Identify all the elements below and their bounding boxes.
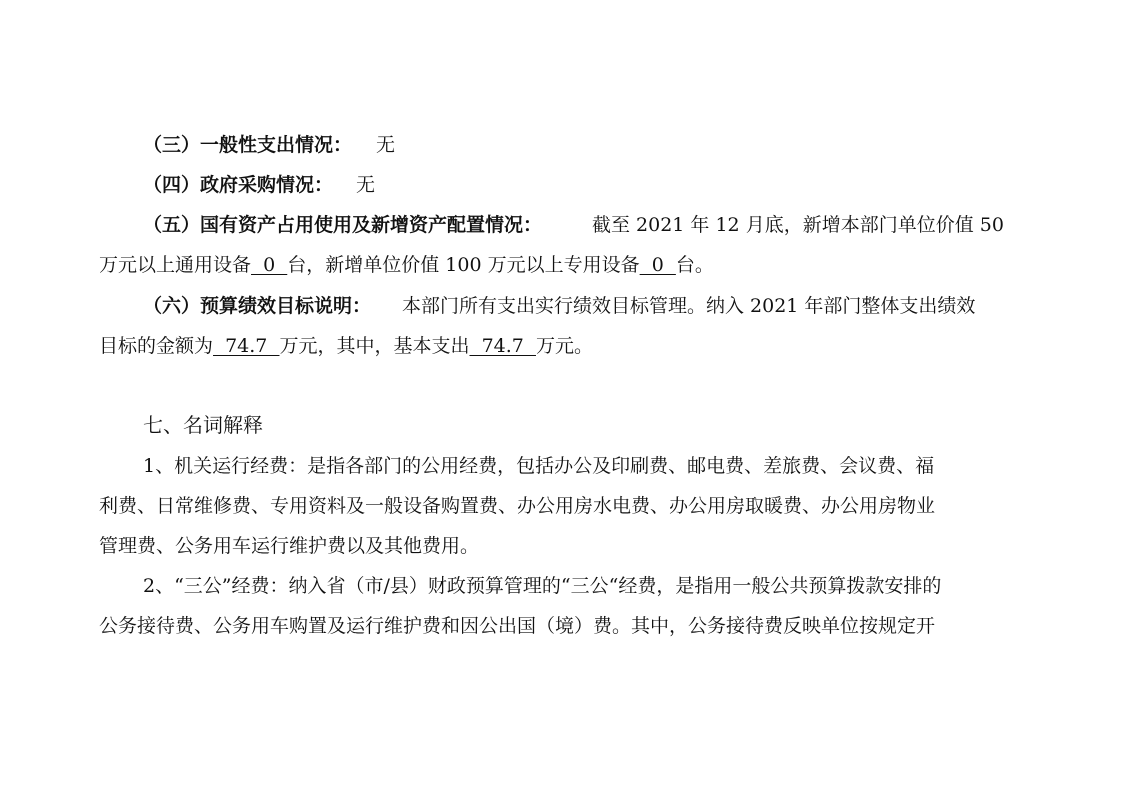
performance-total: 74.7	[213, 335, 280, 357]
assets-line-1	[0, 205, 1122, 245]
assets-general-count: 0	[251, 254, 288, 276]
performance-text-2b: 万元，其中，基本支出	[279, 335, 470, 357]
glossary-heading: 七、名词解释	[143, 413, 263, 437]
assets-text-2a: 万元以上通用设备	[99, 254, 252, 276]
glossary-heading-line	[0, 405, 1122, 445]
assets-text-1: 截至 2021 年 12 月底，新增本部门单位价值 50	[592, 214, 1004, 236]
glossary-item2-text-1: 2、“三公”经费：纳入省（市/县）财政预算管理的“三公“经费，是指用一般公共预算拨款安排的	[143, 575, 942, 597]
glossary-item1-line2	[0, 486, 1122, 526]
assets-text-2b: 台，新增单位价值 100 万元以上专用设备	[287, 254, 640, 276]
performance-label: （六）预算绩效目标说明：	[143, 295, 372, 317]
glossary-item2-line2	[0, 606, 1122, 646]
procurement-value: 无	[356, 174, 376, 196]
glossary-item1-line3	[0, 526, 1122, 566]
procurement-line	[0, 165, 1122, 205]
glossary-item1-line1	[0, 446, 1122, 486]
performance-text-1: 本部门所有支出实行绩效目标管理。纳入 2021 年部门整体支出绩效	[402, 295, 976, 317]
performance-basic: 74.7	[469, 335, 536, 357]
glossary-item1-text-2: 利费、日常维修费、专用资料及一般设备购置费、办公用房水电费、办公用房取暖费、办公用房物业	[99, 495, 936, 517]
assets-line-2	[0, 245, 1122, 285]
general-expenses-label: （三）一般性支出情况：	[143, 134, 353, 156]
performance-text-2a: 目标的金额为	[99, 335, 214, 357]
glossary-item2-line1	[0, 566, 1122, 606]
performance-line-2	[0, 326, 1122, 366]
assets-text-2c: 台。	[675, 254, 714, 276]
assets-label: （五）国有资产占用使用及新增资产配置情况：	[143, 214, 543, 236]
glossary-item2-text-2: 公务接待费、公务用车购置及运行维护费和因公出国（境）费。其中，公务接待费反映单位按规定开	[99, 615, 936, 637]
assets-line-2-content	[99, 245, 714, 285]
glossary-item1-text-1: 1、机关运行经费：是指各部门的公用经费，包括办公及印刷费、邮电费、差旅费、会议费、福	[143, 455, 935, 477]
general-expenses-value: 无	[376, 134, 396, 156]
procurement-label: （四）政府采购情况：	[143, 174, 334, 196]
performance-line-2-content	[99, 326, 593, 366]
general-expenses-line	[0, 125, 1122, 165]
glossary-item1-text-3: 管理费、公务用车运行维护费以及其他费用。	[99, 535, 480, 557]
performance-line-1	[0, 286, 1122, 326]
assets-special-count: 0	[639, 254, 676, 276]
performance-text-2c: 万元。	[535, 335, 593, 357]
